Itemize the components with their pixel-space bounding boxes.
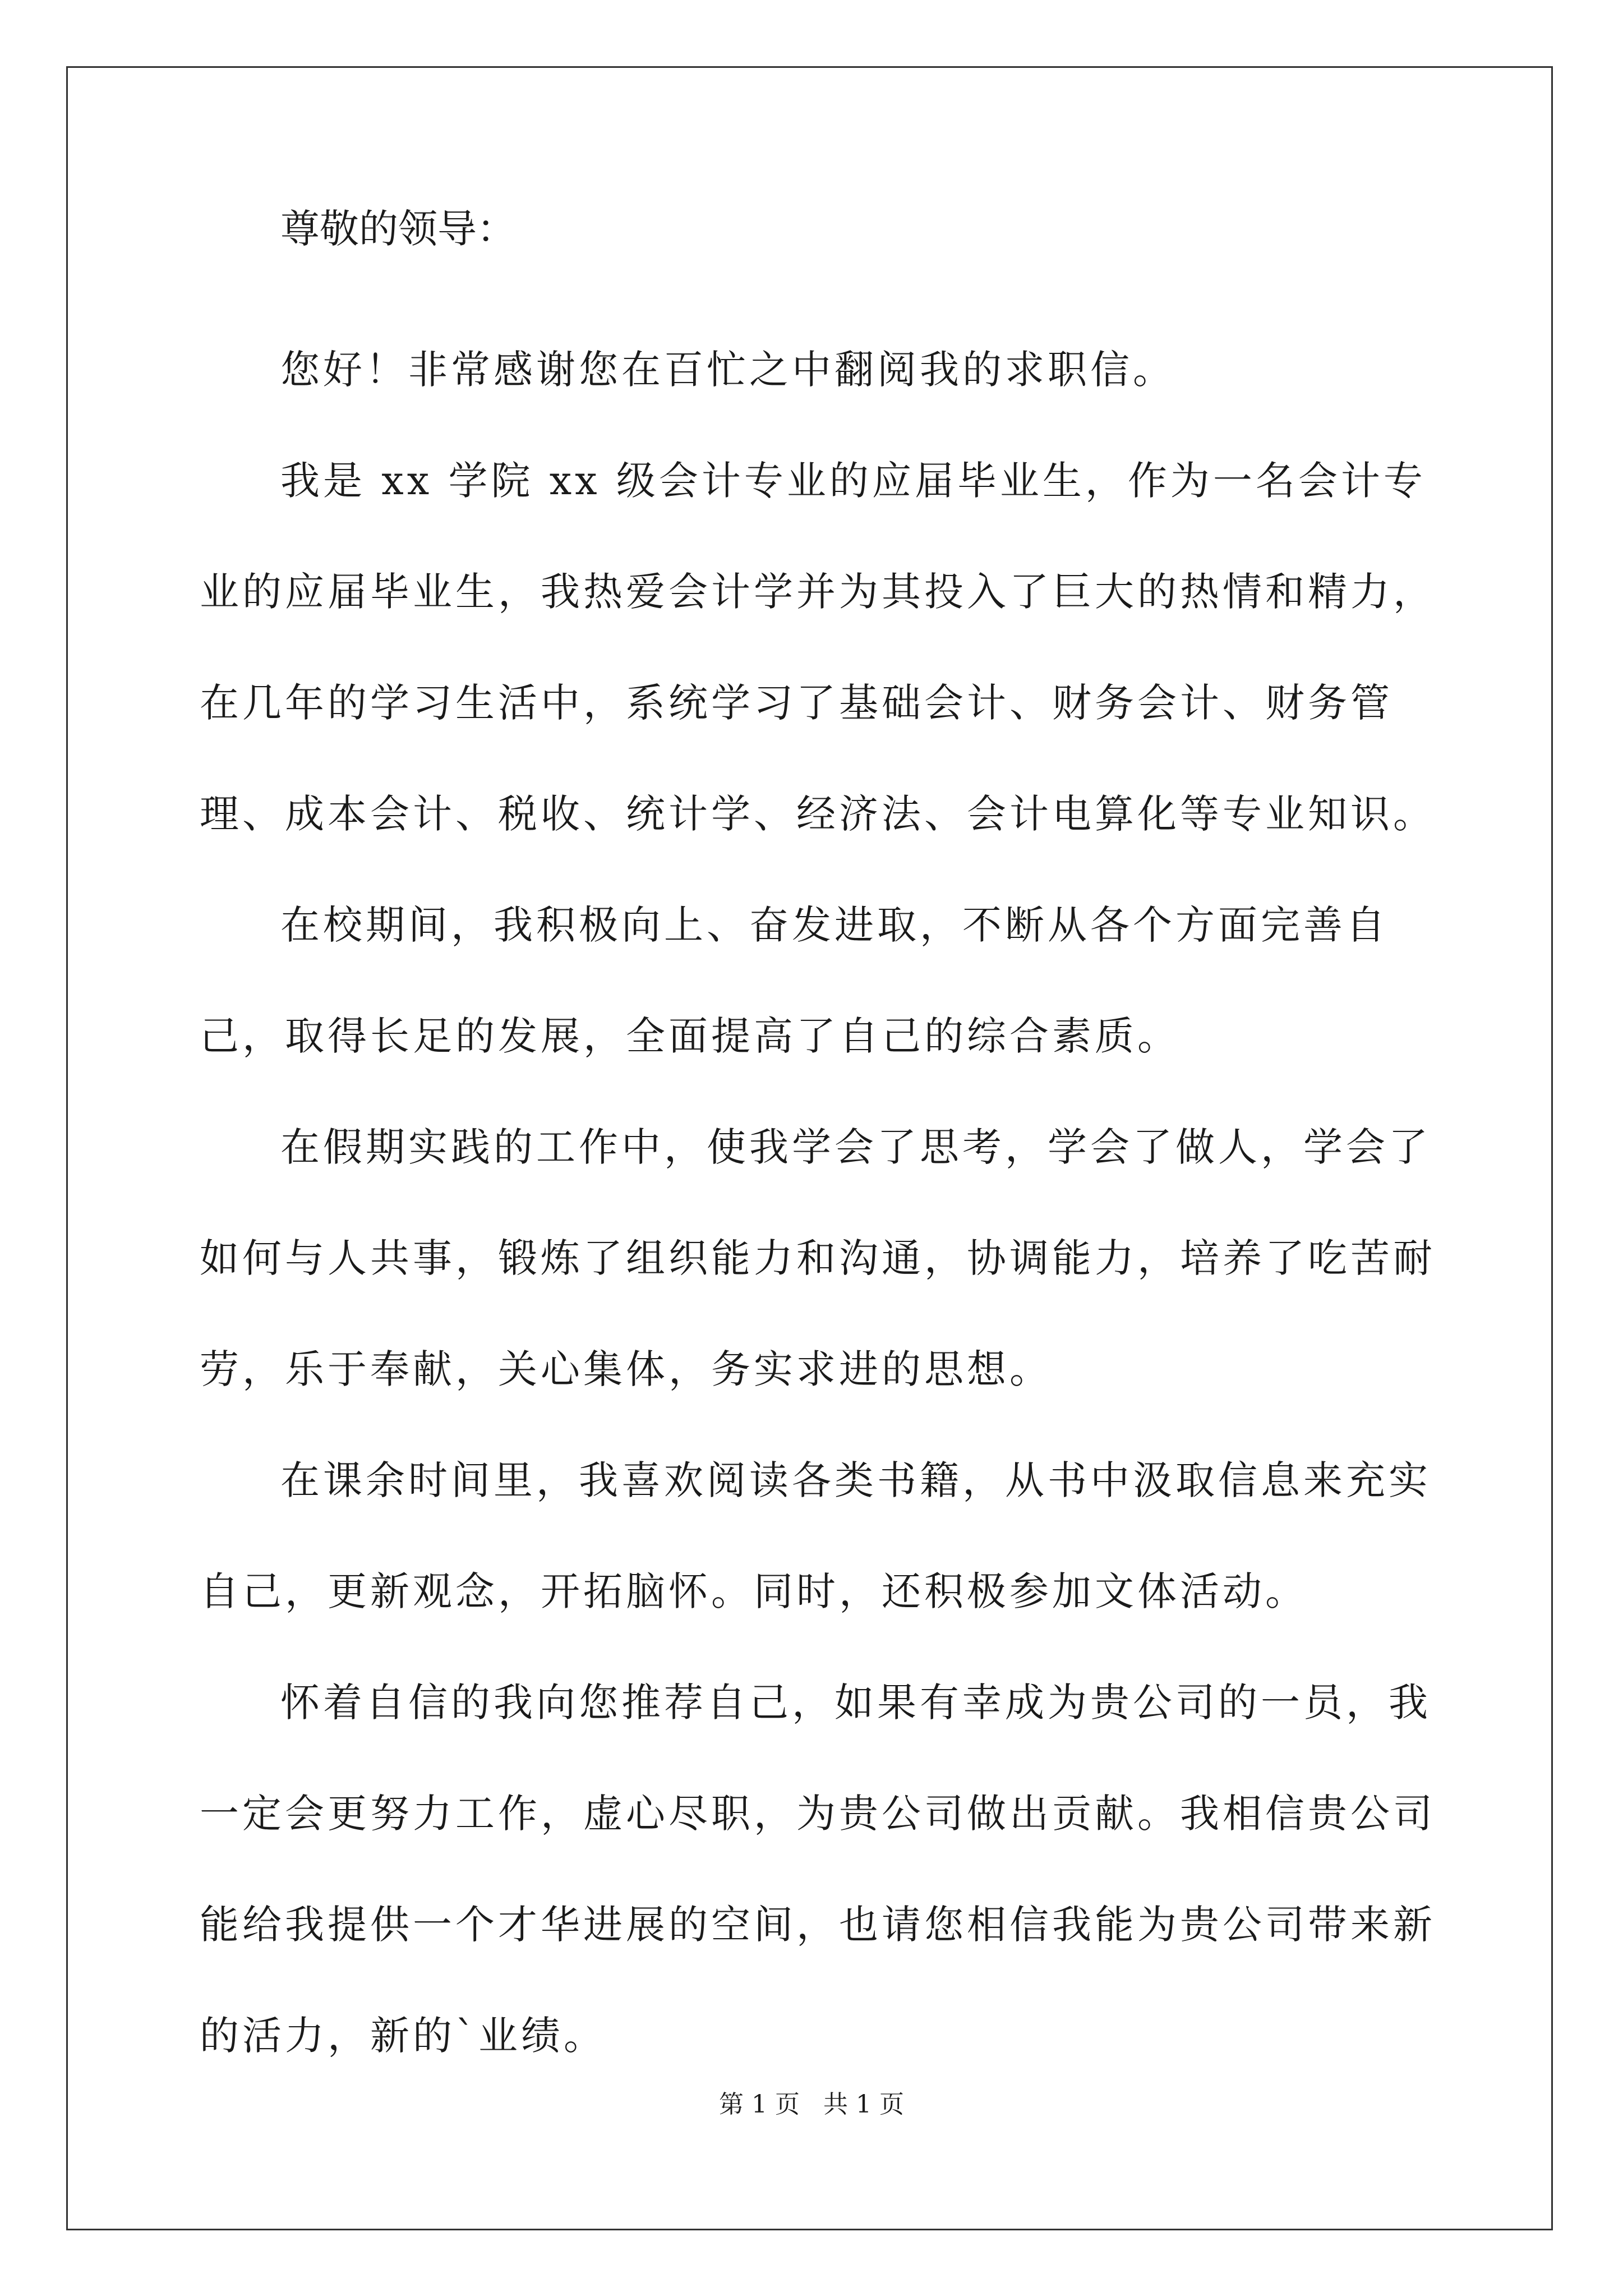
letter-body xyxy=(200,203,1450,2091)
salutation: 尊敬的领导： xyxy=(280,206,516,252)
paragraph: 在假期实践的工作中，使我学会了思考，学会了做人，学会了如何与人共事，锻炼了组织能力和沟通，协调能力，培养了吃苦耐劳，乐于奉献，关心集体，务实求进的思想。 xyxy=(200,1124,1436,1392)
paragraph: 在校期间，我积极向上、奋发进取，不断从各个方面完善自己，取得长足的发展，全面提高了自己的综合素质。 xyxy=(200,902,1389,1059)
paragraph: 您好！非常感谢您在百忙之中翻阅我的求职信。 xyxy=(280,347,1175,393)
page-footer: 第 1 页 共 1 页 xyxy=(719,2090,904,2119)
paragraph: 我是 xx 学院 xx 级会计专业的应届毕业生，作为一名会计专业的应届毕业生，我热爱会计学并为其投入了巨大的热情和精力，在几年的学习生活中，系统学习了基础会计、财务会计、财务管理、成本会计、税收、统计学、经济法、会计电算化等专业知识。 xyxy=(200,458,1436,837)
paragraph: 在课余时间里，我喜欢阅读各类书籍，从书中汲取信息来充实自己，更新观念，开拓脑怀。同时，还积极参加文体活动。 xyxy=(200,1457,1431,1614)
paragraph: 怀着自信的我向您推荐自己，如果有幸成为贵公司的一员，我一定会更努力工作，虚心尽职，为贵公司做出贡献。我相信贵公司能给我提供一个才华进展的空间，也请您相信我能为贵公司带来新的活力，新的`业绩。 xyxy=(200,1680,1436,2059)
